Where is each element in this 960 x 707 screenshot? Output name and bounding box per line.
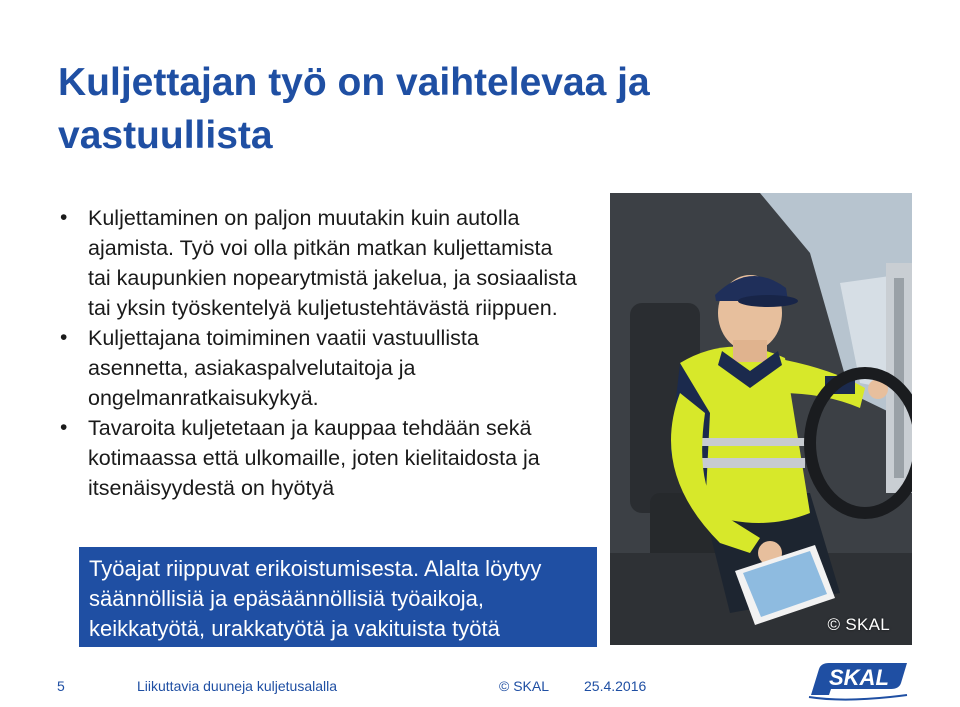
bullet-item xyxy=(58,323,578,413)
bullet-text: Kuljettajana toimiminen vaatii vastuullista asennetta, asiakaspalvelutaitoja ja ongelmanratkaisukykyä. xyxy=(88,326,479,410)
footer-date: 25.4.2016 xyxy=(584,678,647,694)
truck-driver-photo xyxy=(610,193,912,645)
bullet-item xyxy=(58,413,578,503)
bullet-dot-icon: • xyxy=(60,326,68,349)
bullet-text: Tavaroita kuljetetaan ja kauppaa tehdään sekä kotimaassa että ulkomaille, joten kielitaidosta ja itsenäisyydestä on hyötyä xyxy=(88,416,540,500)
bullet-text: Kuljettaminen on paljon muutakin kuin autolla ajamista. Työ voi olla pitkän matkan kuljettamista tai kaupunkien nopearytmistä jakelua, ja sosiaalista tai yksin työskentelyä kuljetustehtävästä riippuen. xyxy=(88,206,577,320)
page-number: 5 xyxy=(57,678,65,694)
skal-logo-text: SKAL xyxy=(829,665,889,690)
footer-text: Liikuttavia duuneja kuljetusalalla xyxy=(137,678,338,694)
skal-logo xyxy=(807,659,913,706)
photo-illustration xyxy=(610,193,912,645)
bullet-dot-icon: • xyxy=(60,206,68,229)
skal-logo-icon xyxy=(807,659,913,701)
bullet-item xyxy=(58,203,578,323)
bullet-list xyxy=(58,203,578,503)
footer-copyright: © SKAL xyxy=(499,678,550,694)
slide-title: Kuljettajan työ on vaihtelevaa ja vastuullista xyxy=(58,61,650,157)
photo-credit: © SKAL xyxy=(827,615,890,634)
bullet-dot-icon: • xyxy=(60,416,68,439)
callout-box: Työajat riippuvat erikoistumisesta. Alalta löytyy säännöllisiä ja epäsäännöllisiä työaikoja, keikkatyötä, urakkatyötä ja vakituista työtä xyxy=(79,547,597,647)
